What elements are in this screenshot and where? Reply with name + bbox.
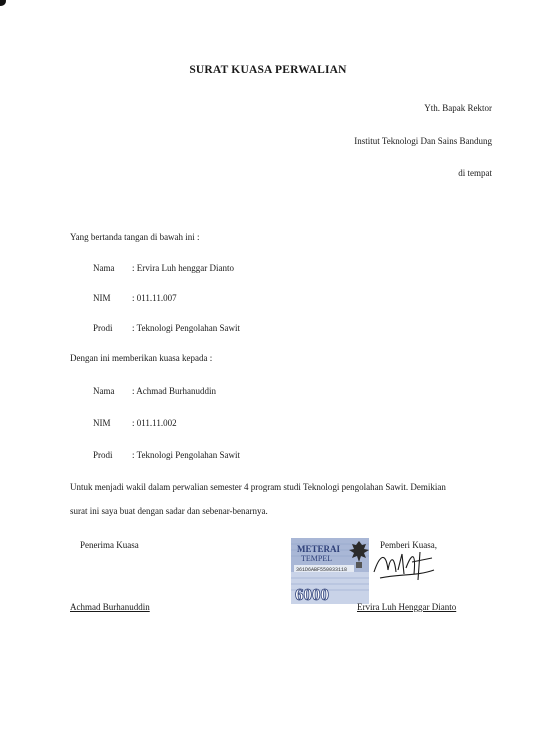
letter-title: SURAT KUASA PERWALIAN xyxy=(189,64,347,76)
giver-label: Pemberi Kuasa, xyxy=(380,540,437,550)
grantor-nim-label: NIM xyxy=(93,293,111,303)
giver-name: Ervira Luh Henggar Dianto xyxy=(357,602,457,612)
grantee-name-value: : Achmad Burhanuddin xyxy=(132,386,216,396)
handwritten-signature xyxy=(368,548,438,584)
grantor-intro: Yang bertanda tangan di bawah ini : xyxy=(70,232,200,242)
grantee-prodi-value: : Teknologi Pengolahan Sawit xyxy=(132,450,240,460)
grantor-prodi-value: : Teknologi Pengolahan Sawit xyxy=(132,323,240,333)
body-line-2: surat ini saya buat dengan sadar dan sebenar-benarnya. xyxy=(70,506,268,516)
grantee-prodi-label: Prodi xyxy=(93,450,113,460)
grantor-name-label: Nama xyxy=(93,263,115,273)
grantor-nim-value: : 011.11.007 xyxy=(132,293,177,303)
scan-corner-mark xyxy=(0,0,6,6)
grantee-name-label: Nama xyxy=(93,386,115,396)
stamp-serial: 361D6ABF550033118 xyxy=(296,567,348,573)
grantor-prodi-label: Prodi xyxy=(93,323,113,333)
grantor-name-value: : Ervira Luh henggar Dianto xyxy=(132,263,234,273)
grantee-nim-label: NIM xyxy=(93,418,111,428)
grantee-nim-value: : 011.11.002 xyxy=(132,418,177,428)
stamp-text-top: METERAI xyxy=(297,544,341,554)
recipient-line-3: di tempat xyxy=(458,168,492,178)
stamp-value: 6000 xyxy=(295,585,329,604)
recipient-line-1: Yth. Bapak Rektor xyxy=(424,103,492,113)
body-line-1: Untuk menjadi wakil dalam perwalian semester 4 program studi Teknologi pengolahan Sawit. Demikian xyxy=(70,482,446,492)
receiver-label: Penerima Kuasa xyxy=(80,540,139,550)
grantee-intro: Dengan ini memberikan kuasa kepada : xyxy=(70,353,213,363)
stamp-text-mid: TEMPEL xyxy=(301,554,333,563)
recipient-line-2: Institut Teknologi Dan Sains Bandung xyxy=(354,136,492,146)
receiver-name: Achmad Burhanuddin xyxy=(70,602,150,612)
